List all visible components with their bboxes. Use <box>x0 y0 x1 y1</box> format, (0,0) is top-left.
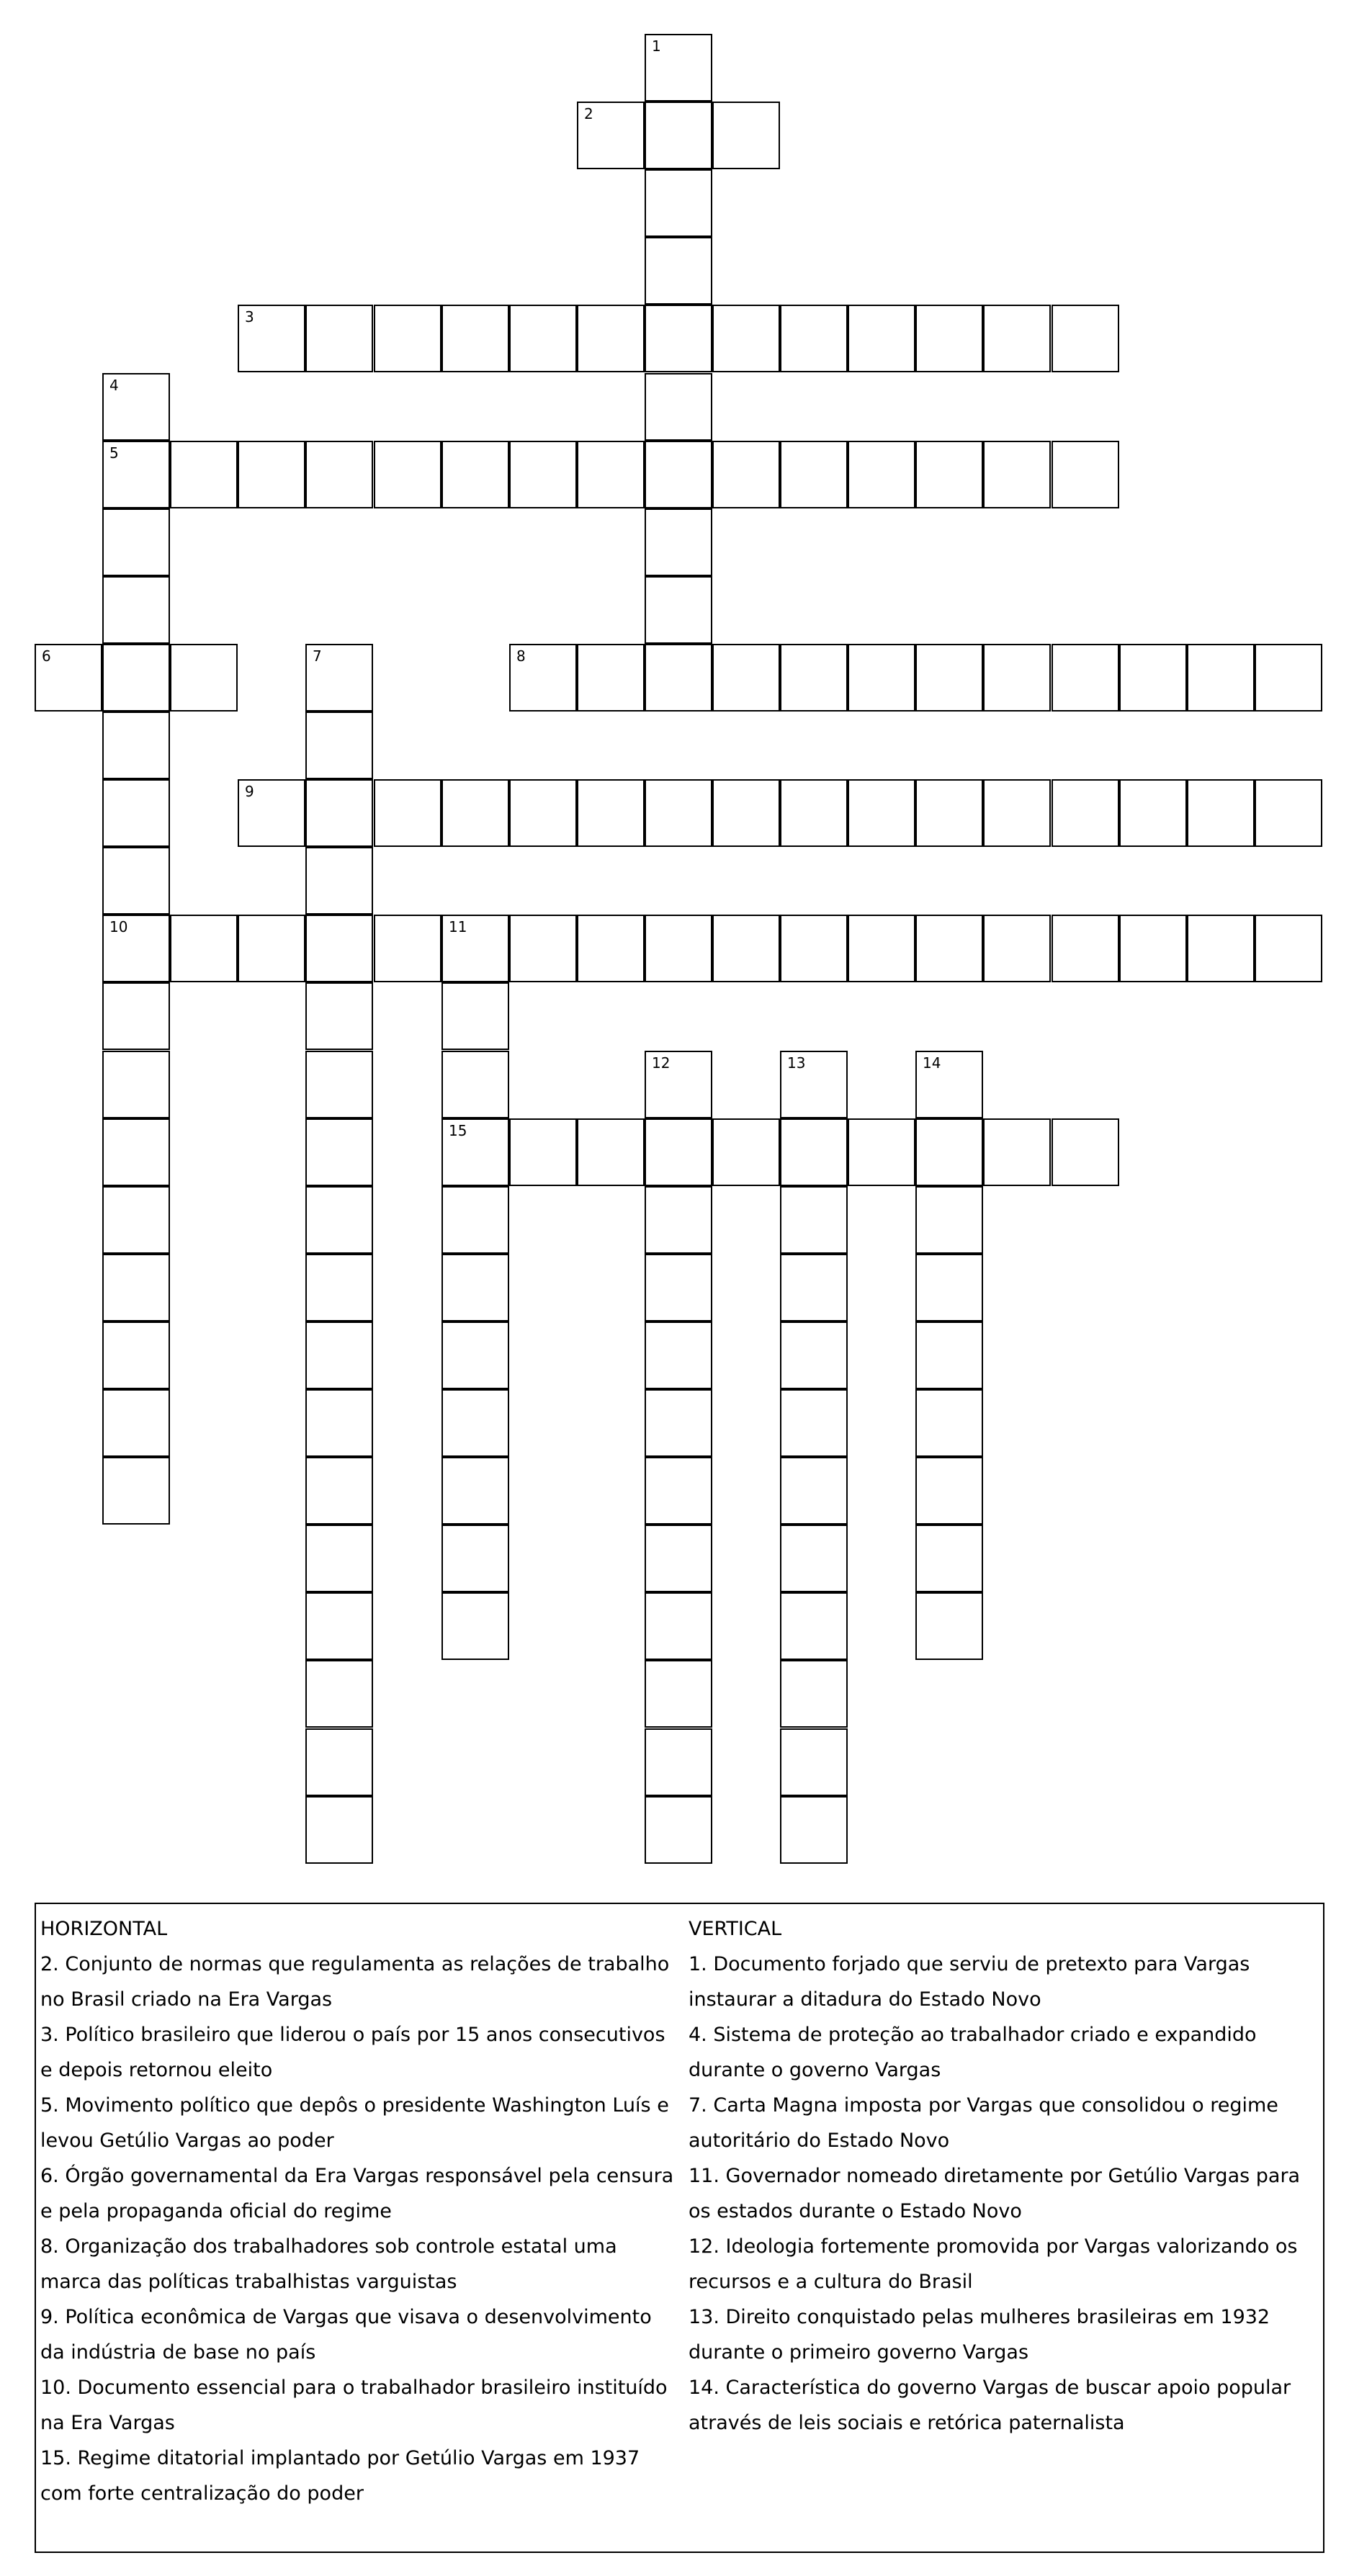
crossword-cell[interactable] <box>305 1389 373 1457</box>
crossword-cell[interactable] <box>780 1728 848 1796</box>
crossword-cell[interactable] <box>102 441 170 508</box>
crossword-cell[interactable] <box>1119 644 1187 712</box>
clue-number: 6 <box>42 647 51 665</box>
crossword-cell[interactable] <box>509 915 577 982</box>
crossword-cell[interactable] <box>102 1051 170 1118</box>
crossword-cell[interactable] <box>1052 305 1119 372</box>
crossword-cell[interactable] <box>915 1592 983 1660</box>
crossword-cell[interactable] <box>645 1457 712 1525</box>
crossword-cell[interactable] <box>1052 644 1119 712</box>
horizontal-clues-column <box>40 1911 681 2511</box>
crossword-cell[interactable] <box>374 779 441 847</box>
crossword-cell[interactable] <box>1052 779 1119 847</box>
crossword-cell[interactable] <box>102 1118 170 1186</box>
crossword-cell[interactable] <box>305 441 373 508</box>
crossword-cell[interactable] <box>645 1051 712 1118</box>
crossword-cell[interactable] <box>170 644 238 712</box>
crossword-cell[interactable] <box>915 779 983 847</box>
crossword-cell[interactable] <box>305 982 373 1050</box>
crossword-cell[interactable] <box>1187 915 1255 982</box>
clue-number: 7 <box>313 647 322 665</box>
clue-number: 1 <box>652 37 661 55</box>
crossword-cell[interactable] <box>374 441 441 508</box>
crossword-cell[interactable] <box>102 1321 170 1389</box>
crossword-cell[interactable] <box>645 169 712 237</box>
crossword-cell[interactable] <box>102 644 170 712</box>
crossword-cell[interactable] <box>645 779 712 847</box>
crossword-cell[interactable] <box>509 779 577 847</box>
crossword-cell[interactable] <box>1187 644 1255 712</box>
crossword-cell[interactable] <box>577 779 645 847</box>
crossword-cell[interactable] <box>305 1592 373 1660</box>
crossword-cell[interactable] <box>577 102 645 169</box>
horizontal-clue: 5. Movimento político que depôs o presidente Washington Luís e levou Getúlio Vargas ao poder <box>40 2094 669 2152</box>
crossword-cell[interactable] <box>441 1254 509 1321</box>
crossword-cell[interactable] <box>509 1118 577 1186</box>
crossword-cell[interactable] <box>305 1457 373 1525</box>
crossword-cell[interactable] <box>577 644 645 712</box>
crossword-cell[interactable] <box>848 915 915 982</box>
crossword-cell[interactable] <box>780 1186 848 1254</box>
crossword-cell[interactable] <box>780 915 848 982</box>
crossword-cell[interactable] <box>441 1051 509 1118</box>
crossword-cell[interactable] <box>509 644 577 712</box>
crossword-cell[interactable] <box>441 1186 509 1254</box>
crossword-cell[interactable] <box>305 1796 373 1864</box>
crossword-cell[interactable] <box>305 644 373 712</box>
crossword-cell[interactable] <box>780 1457 848 1525</box>
vertical-clues-title: VERTICAL <box>689 1918 782 1940</box>
crossword-cell[interactable] <box>102 982 170 1050</box>
crossword-cell[interactable] <box>1255 915 1322 982</box>
crossword-cell[interactable] <box>1119 779 1187 847</box>
crossword-cell[interactable] <box>645 34 712 102</box>
clue-number: 13 <box>787 1054 806 1072</box>
crossword-cell[interactable] <box>780 1254 848 1321</box>
crossword-cell[interactable] <box>780 1051 848 1118</box>
crossword-cell[interactable] <box>645 102 712 169</box>
crossword-cell[interactable] <box>645 441 712 508</box>
crossword-cell[interactable] <box>305 1254 373 1321</box>
vertical-clue: 14. Característica do governo Vargas de buscar apoio popular através de leis sociais e retórica paternalista <box>689 2377 1291 2434</box>
crossword-cell[interactable] <box>102 1254 170 1321</box>
crossword-cell[interactable] <box>102 373 170 441</box>
crossword-cell[interactable] <box>645 373 712 441</box>
crossword-cell[interactable] <box>915 1051 983 1118</box>
clue-number: 11 <box>449 918 467 935</box>
crossword-cell[interactable] <box>780 644 848 712</box>
vertical-clue: 12. Ideologia fortemente promovida por Vargas valorizando os recursos e a cultura do Brasil <box>689 2235 1298 2293</box>
crossword-cell[interactable] <box>1052 1118 1119 1186</box>
crossword-cell[interactable] <box>305 1051 373 1118</box>
crossword-cell[interactable] <box>441 1389 509 1457</box>
crossword-cell[interactable] <box>577 1118 645 1186</box>
crossword-cell[interactable] <box>509 441 577 508</box>
crossword-cell[interactable] <box>848 441 915 508</box>
crossword-cell[interactable] <box>780 1118 848 1186</box>
crossword-cell[interactable] <box>102 1186 170 1254</box>
crossword-cell[interactable] <box>712 1118 780 1186</box>
crossword-cell[interactable] <box>780 1321 848 1389</box>
crossword-cell[interactable] <box>238 305 305 372</box>
crossword-cell[interactable] <box>848 644 915 712</box>
crossword-cell[interactable] <box>645 1186 712 1254</box>
crossword-cell[interactable] <box>305 712 373 779</box>
crossword-cell[interactable] <box>102 779 170 847</box>
vertical-clue: 4. Sistema de proteção ao trabalhador criado e expandido durante o governo Vargas <box>689 2024 1257 2081</box>
crossword-cell[interactable] <box>645 1118 712 1186</box>
crossword-cell[interactable] <box>509 305 577 372</box>
crossword-cell[interactable] <box>712 779 780 847</box>
clue-number: 9 <box>245 783 254 800</box>
clue-number: 2 <box>584 105 593 122</box>
crossword-cell[interactable] <box>780 779 848 847</box>
clue-number: 8 <box>516 647 526 665</box>
crossword-cell[interactable] <box>170 915 238 982</box>
crossword-cell[interactable] <box>915 1118 983 1186</box>
crossword-cell[interactable] <box>102 847 170 915</box>
crossword-cell[interactable] <box>983 1118 1051 1186</box>
crossword-cell[interactable] <box>441 982 509 1050</box>
crossword-cell[interactable] <box>305 1186 373 1254</box>
crossword-cell[interactable] <box>915 1186 983 1254</box>
crossword-cell[interactable] <box>441 1118 509 1186</box>
clue-number: 4 <box>109 377 119 394</box>
crossword-cell[interactable] <box>102 508 170 576</box>
crossword-cell[interactable] <box>848 1118 915 1186</box>
clue-number: 12 <box>652 1054 671 1072</box>
crossword-cell[interactable] <box>1052 441 1119 508</box>
crossword-cell[interactable] <box>441 441 509 508</box>
crossword-cell[interactable] <box>645 1592 712 1660</box>
crossword-cell[interactable] <box>780 1592 848 1660</box>
crossword-cell[interactable] <box>983 915 1051 982</box>
crossword-cell[interactable] <box>780 1525 848 1592</box>
crossword-cell[interactable] <box>441 1457 509 1525</box>
crossword-cell[interactable] <box>645 915 712 982</box>
crossword-cell[interactable] <box>645 1660 712 1728</box>
crossword-cell[interactable] <box>645 1796 712 1864</box>
crossword-cell[interactable] <box>238 779 305 847</box>
crossword-cell[interactable] <box>712 102 780 169</box>
clue-number: 5 <box>109 444 119 462</box>
vertical-clue: 7. Carta Magna imposta por Vargas que consolidou o regime autoritário do Estado Novo <box>689 2094 1278 2152</box>
vertical-clue: 13. Direito conquistado pelas mulheres brasileiras em 1932 durante o primeiro governo Vargas <box>689 2306 1270 2364</box>
crossword-cell[interactable] <box>915 1254 983 1321</box>
horizontal-clues-title: HORIZONTAL <box>40 1918 168 1940</box>
crossword-cell[interactable] <box>441 1525 509 1592</box>
crossword-cell[interactable] <box>645 1321 712 1389</box>
crossword-cell[interactable] <box>915 305 983 372</box>
crossword-cell[interactable] <box>645 237 712 305</box>
crossword-cell[interactable] <box>780 305 848 372</box>
crossword-cell[interactable] <box>915 915 983 982</box>
crossword-cell[interactable] <box>441 1592 509 1660</box>
crossword-cell[interactable] <box>645 508 712 576</box>
crossword-cell[interactable] <box>915 1525 983 1592</box>
crossword-cell[interactable] <box>645 1728 712 1796</box>
crossword-cell[interactable] <box>102 1389 170 1457</box>
crossword-cell[interactable] <box>915 644 983 712</box>
crossword-cell[interactable] <box>238 441 305 508</box>
crossword-cell[interactable] <box>712 441 780 508</box>
horizontal-clue: 9. Política econômica de Vargas que visava o desenvolvimento da indústria de base no país <box>40 2306 652 2364</box>
crossword-cell[interactable] <box>780 1796 848 1864</box>
crossword-cell[interactable] <box>577 305 645 372</box>
crossword-cell[interactable] <box>1119 915 1187 982</box>
crossword-cell[interactable] <box>780 441 848 508</box>
horizontal-clue: 6. Órgão governamental da Era Vargas responsável pela censura e pela propaganda oficial do regime <box>40 2165 674 2222</box>
clue-number: 14 <box>923 1054 941 1072</box>
crossword-cell[interactable] <box>305 1660 373 1728</box>
crossword-cell[interactable] <box>238 915 305 982</box>
crossword-cell[interactable] <box>915 1457 983 1525</box>
crossword-cell[interactable] <box>915 441 983 508</box>
crossword-cell[interactable] <box>645 644 712 712</box>
crossword-cell[interactable] <box>374 915 441 982</box>
crossword-cell[interactable] <box>35 644 102 712</box>
crossword-cell[interactable] <box>645 1254 712 1321</box>
crossword-cell[interactable] <box>848 779 915 847</box>
vertical-clue: 1. Documento forjado que serviu de pretexto para Vargas instaurar a ditadura do Estado Novo <box>689 1953 1250 2011</box>
horizontal-clue: 3. Político brasileiro que liderou o país por 15 anos consecutivos e depois retornou eleito <box>40 2024 665 2081</box>
crossword-cell[interactable] <box>1255 779 1322 847</box>
crossword-cell[interactable] <box>983 305 1051 372</box>
crossword-cell[interactable] <box>1052 915 1119 982</box>
crossword-cell[interactable] <box>305 915 373 982</box>
crossword-cell[interactable] <box>170 441 238 508</box>
vertical-clue: 11. Governador nomeado diretamente por Getúlio Vargas para os estados durante o Estado Novo <box>689 2165 1301 2222</box>
crossword-cell[interactable] <box>441 1321 509 1389</box>
crossword-cell[interactable] <box>780 1389 848 1457</box>
crossword-cell[interactable] <box>780 1660 848 1728</box>
clue-number: 15 <box>449 1122 467 1139</box>
crossword-cell[interactable] <box>645 1389 712 1457</box>
crossword-cell[interactable] <box>441 305 509 372</box>
vertical-clues-column <box>689 1911 1315 2441</box>
crossword-cell[interactable] <box>305 305 373 372</box>
crossword-cell[interactable] <box>983 441 1051 508</box>
crossword-cell[interactable] <box>577 441 645 508</box>
crossword-cell[interactable] <box>305 779 373 847</box>
crossword-cell[interactable] <box>915 1321 983 1389</box>
crossword-cell[interactable] <box>441 915 509 982</box>
horizontal-clue: 15. Regime ditatorial implantado por Getúlio Vargas em 1937 com forte centralização do poder <box>40 2447 640 2505</box>
clue-number: 3 <box>245 308 254 326</box>
crossword-cell[interactable] <box>305 1321 373 1389</box>
crossword-cell[interactable] <box>915 1389 983 1457</box>
crossword-cell[interactable] <box>305 1118 373 1186</box>
crossword-cell[interactable] <box>305 1728 373 1796</box>
clue-number: 10 <box>109 918 128 935</box>
crossword-cell[interactable] <box>645 576 712 644</box>
crossword-cell[interactable] <box>102 915 170 982</box>
crossword-cell[interactable] <box>102 1457 170 1525</box>
clue-box <box>35 1903 1324 2553</box>
crossword-cell[interactable] <box>441 779 509 847</box>
horizontal-clue: 10. Documento essencial para o trabalhador brasileiro instituído na Era Vargas <box>40 2377 668 2434</box>
crossword-cell[interactable] <box>305 847 373 915</box>
crossword-cell[interactable] <box>983 644 1051 712</box>
crossword-cell[interactable] <box>712 915 780 982</box>
horizontal-clue: 2. Conjunto de normas que regulamenta as relações de trabalho no Brasil criado na Era Vargas <box>40 1953 670 2011</box>
crossword-cell[interactable] <box>102 576 170 644</box>
crossword-cell[interactable] <box>645 305 712 372</box>
crossword-cell[interactable] <box>712 644 780 712</box>
crossword-cell[interactable] <box>305 1525 373 1592</box>
crossword-cell[interactable] <box>577 915 645 982</box>
crossword-cell[interactable] <box>848 305 915 372</box>
crossword-cell[interactable] <box>983 779 1051 847</box>
crossword-cell[interactable] <box>102 712 170 779</box>
horizontal-clue: 8. Organização dos trabalhadores sob controle estatal uma marca das políticas trabalhistas varguistas <box>40 2235 617 2293</box>
crossword-cell[interactable] <box>645 1525 712 1592</box>
crossword-cell[interactable] <box>374 305 441 372</box>
crossword-cell[interactable] <box>1187 779 1255 847</box>
crossword-cell[interactable] <box>712 305 780 372</box>
crossword-cell[interactable] <box>1255 644 1322 712</box>
